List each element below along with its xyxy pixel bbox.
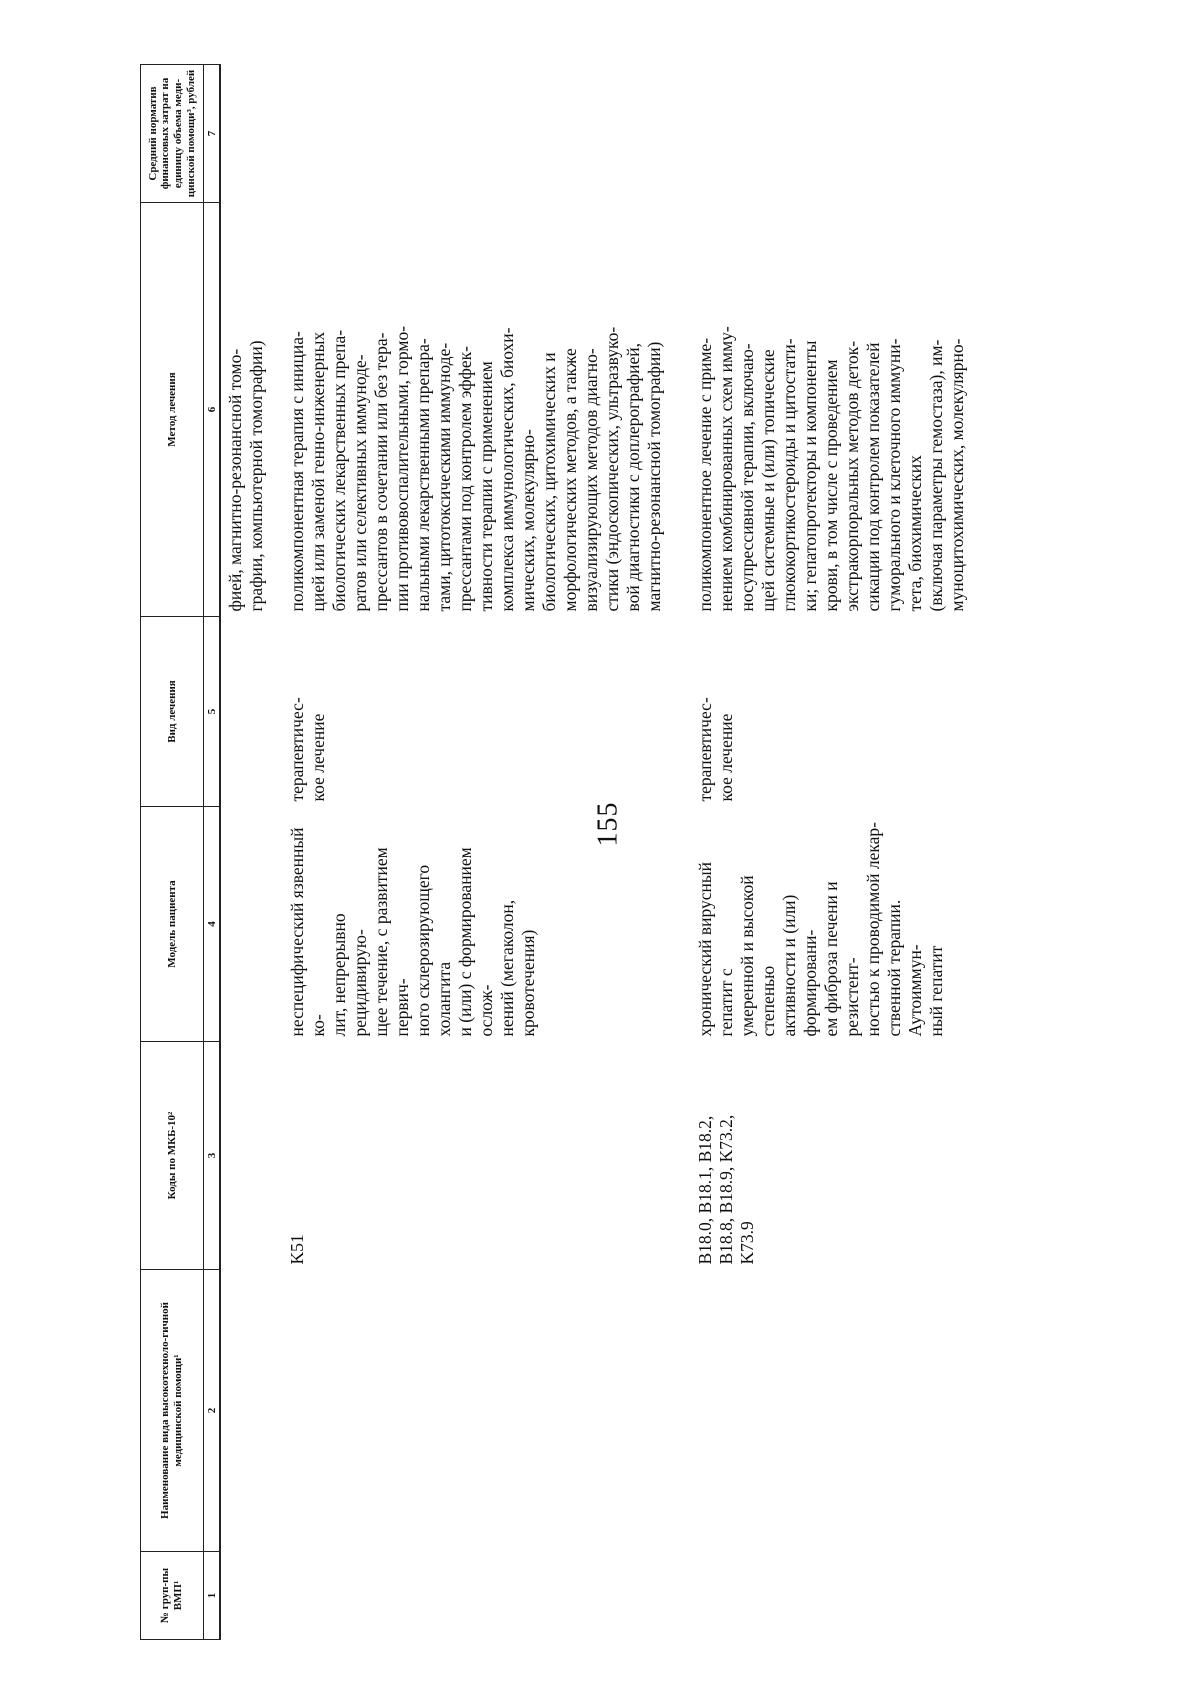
text-line: комплекса иммунологических, биохи- [497, 327, 517, 612]
text-line: сикации под контролем показателей [863, 342, 883, 612]
header-cost-norm: Средний норматив финансовых затрат на единицу объема меди-цинской помощи³, рублей [141, 65, 204, 203]
text-line: носупрессивной терапии, включаю- [737, 343, 757, 612]
text-line: ем фиброза печени и резистент- [821, 881, 862, 1037]
column-number: 7 [204, 65, 221, 203]
text-line: ратов или селективных иммуноде- [350, 354, 370, 612]
text-line: кое лечение [308, 713, 328, 802]
text-line: терапевтичес- [695, 697, 715, 802]
text-line: умеренной и высокой степенью [737, 875, 778, 1037]
text-line: кое лечение [716, 713, 736, 802]
codes-cell [287, 1042, 695, 1270]
text-line: стики (эндоскопических, ультразвуко- [602, 326, 622, 612]
header-row [141, 65, 204, 1640]
text-line: цией или заменой генно-инженерных [308, 331, 328, 612]
text-line: морфологических методов, а также [560, 348, 580, 612]
text-line: тами, цитотоксическими иммуноде- [434, 342, 454, 612]
text-line: активности и (или) формировани- [779, 894, 820, 1037]
text-line: лит, непрерывно рецидивирую- [329, 913, 370, 1037]
text-line: мических, молекулярно- [518, 429, 538, 612]
vmp-table [140, 64, 968, 1640]
header-patient-model: Модель пациента [141, 807, 204, 1042]
text-line: прессантов в сочетании или без тера- [371, 332, 391, 612]
text-line: поликомпонентная терапия с инициа- [287, 331, 307, 612]
text-line: терапевтичес- [287, 697, 307, 802]
method-cell [287, 203, 695, 617]
text-line: щее течение, с развитием первич- [371, 847, 412, 1037]
column-number: 6 [204, 203, 221, 617]
text-line: биологических, цитохимических и [539, 352, 559, 612]
text-line: визуализирующих методов диагно- [581, 348, 601, 612]
column-number: 1 [204, 1552, 221, 1640]
treatment-type-cell [695, 617, 968, 807]
header-group-number: № груп-пы ВМП¹ [141, 1552, 204, 1640]
column-number: 2 [204, 1270, 221, 1552]
table-row [287, 65, 695, 1640]
method-cell [220, 203, 287, 617]
method-cell [695, 203, 968, 617]
text-line: пии противовоспалительными, гормо- [392, 325, 412, 612]
text-line: гуморального и клеточного иммуни- [884, 338, 904, 612]
text-line: K73.9 [737, 1221, 757, 1265]
patient-model-cell [287, 801, 695, 1042]
text-line: B18.0, B18.1, B18.2, [695, 1115, 715, 1265]
text-line: графии, компьютерной томографии) [246, 340, 266, 612]
text-line: поликомпонентное лечение с приме- [695, 337, 715, 612]
text-line: ного склерозирующего холангита [413, 864, 454, 1037]
text-line: щей системные и (или) топические [758, 349, 778, 612]
text-line: K51 [287, 1234, 307, 1265]
text-line: муноцитохимических, молекулярно- [947, 338, 967, 612]
text-line: нением комбинированных схем имму- [716, 326, 736, 612]
text-line: нений (мегаколон, кровотечения) [497, 899, 538, 1037]
text-line: нальными лекарственными препара- [413, 338, 433, 612]
header-treatment-type: Вид лечения [141, 617, 204, 807]
text-line: вой диагностики с доплерографией, [623, 343, 643, 612]
rotated-page-content [140, 65, 1200, 1640]
text-line: B18.8, B18.9, K73.2, [716, 1114, 736, 1265]
text-line: и (или) с формированием ослож- [455, 847, 496, 1037]
continuation-row [220, 65, 287, 1640]
treatment-type-cell [287, 617, 695, 807]
text-line: экстракорпоральных методов деток- [842, 340, 862, 612]
header-icd-codes: Коды по МКБ-10² [141, 1042, 204, 1270]
text-line: ностью к проводимой лекар- [863, 822, 883, 1037]
column-number: 4 [204, 807, 221, 1042]
text-line: ный гепатит [926, 945, 946, 1037]
column-number-row [204, 65, 221, 1640]
text-line: хронический вирусный гепатит с [695, 861, 736, 1037]
header-treatment-method: Метод лечения [141, 203, 204, 617]
text-line: крови, в том числе с проведением [821, 359, 841, 612]
column-number: 5 [204, 617, 221, 807]
codes-cell [695, 1042, 968, 1270]
text-line: неспецифический язвенный ко- [287, 827, 328, 1037]
text-line: ки; гепатопротекторы и компоненты [800, 340, 820, 612]
text-line: магнитно-резонансной томографии) [644, 341, 664, 612]
page-number: 155 [592, 801, 624, 847]
text-line: фией, магнитно-резонансной томо- [225, 348, 245, 612]
text-line: тета, биохимических [905, 455, 925, 612]
text-line: ственной терапии. Аутоиммун- [884, 899, 925, 1037]
text-line: (включая параметры гемостаза), им- [926, 339, 946, 612]
text-line: биологических лекарственных препа- [329, 329, 349, 612]
table-row [695, 65, 968, 1640]
text-line: глюкокортикостероиды и цитостати- [779, 338, 799, 612]
header-vmp-name: Наименование вида высокотехноло-гичной медицинской помощи¹ [141, 1270, 204, 1552]
text-line: тивности терапии с применением [476, 361, 496, 612]
column-number: 3 [204, 1042, 221, 1270]
text-line: прессантами под контролем эффек- [455, 346, 475, 612]
patient-model-cell [695, 807, 968, 1042]
